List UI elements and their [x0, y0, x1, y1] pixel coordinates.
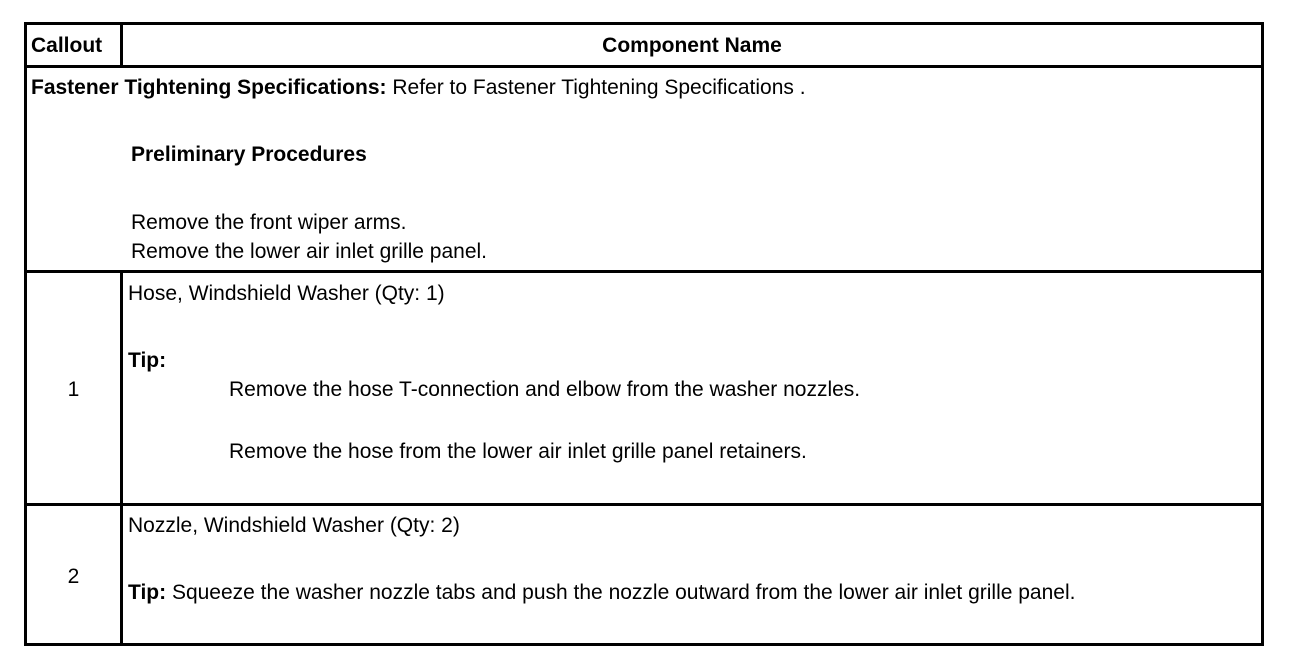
fastener-specs-label: Fastener Tightening Specifications:: [31, 76, 387, 99]
preliminary-step: Remove the front wiper arms.: [131, 211, 407, 234]
row-1-component: Hose, Windshield Washer (Qty: 1): [128, 282, 445, 305]
row-2-tip-text: Squeeze the washer nozzle tabs and push the nozzle outward from the lower air inlet grille panel.: [166, 581, 1076, 604]
row-1-tip-label: Tip:: [128, 349, 167, 372]
fastener-specs-text: Refer to Fastener Tightening Specifications .: [386, 76, 806, 99]
intro-divider: [27, 270, 1261, 273]
row-2-tip: [128, 581, 1075, 605]
row-1-tip: Remove the hose T-connection and elbow from the washer nozzles.: [229, 378, 861, 401]
row-1-column-divider: [120, 273, 123, 503]
row-2-column-divider: [120, 506, 123, 646]
fastener-specs-line: [31, 76, 806, 100]
preliminary-procedures-heading: Preliminary Procedures: [131, 143, 367, 166]
row-1-callout: 1: [67, 378, 80, 401]
procedure-table: [24, 22, 1264, 646]
row-1-divider: [27, 503, 1261, 506]
header-component-name: Component Name: [602, 34, 782, 57]
preliminary-step: Remove the lower air inlet grille panel.: [131, 240, 488, 263]
row-2-tip-label: Tip:: [128, 581, 167, 604]
header-divider: [27, 65, 1261, 68]
row-1-tip: Remove the hose from the lower air inlet grille panel retainers.: [229, 440, 807, 463]
header-callout: Callout: [31, 34, 103, 57]
row-2-component: Nozzle, Windshield Washer (Qty: 2): [128, 514, 460, 537]
row-2-callout: 2: [67, 565, 80, 588]
